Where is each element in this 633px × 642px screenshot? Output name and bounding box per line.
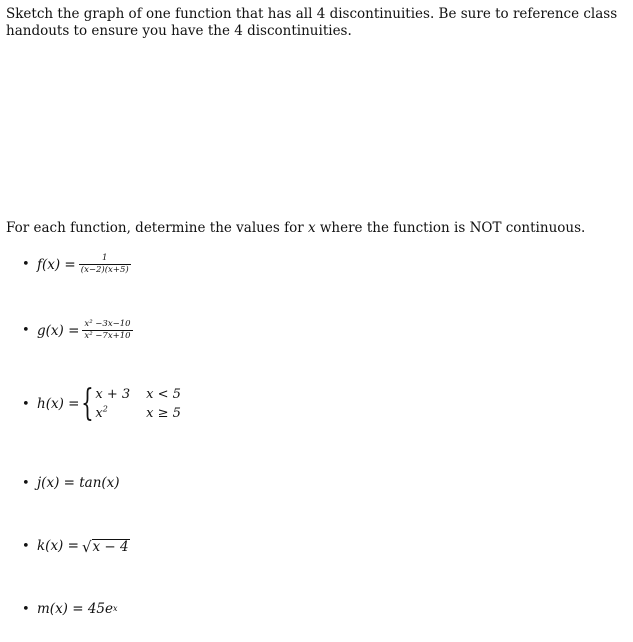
function-k-lhs: k(x) = bbox=[37, 538, 79, 554]
function-h-case1-cond: x < 5 bbox=[146, 387, 181, 402]
bullet: • bbox=[22, 601, 30, 617]
function-g-denominator: x² −7x+10 bbox=[84, 331, 131, 341]
bullet: • bbox=[22, 323, 30, 338]
function-g-numerator: x² −3x−10 bbox=[84, 319, 131, 329]
function-h-case2-expr bbox=[95, 406, 130, 421]
function-h-piecewise bbox=[81, 383, 181, 424]
function-m-item: • m(x) = 45e x bbox=[22, 601, 118, 617]
radical-sign: √ bbox=[81, 537, 92, 556]
function-h-lhs: h(x) = bbox=[37, 396, 80, 412]
function-g-fraction bbox=[82, 320, 132, 341]
function-j-expression: j(x) = tan(x) bbox=[37, 475, 120, 491]
function-h-brace: { bbox=[81, 383, 95, 424]
bullet: • bbox=[22, 257, 30, 272]
function-h-case2-cond: x ≥ 5 bbox=[146, 406, 181, 421]
function-g-lhs: g(x) = bbox=[37, 322, 80, 339]
function-f-numerator: 1 bbox=[102, 253, 108, 263]
function-g-item bbox=[22, 320, 133, 341]
function-k-sqrt bbox=[82, 539, 130, 554]
bullet: • bbox=[22, 538, 30, 554]
function-h-item bbox=[22, 383, 181, 424]
function-h-cases bbox=[95, 387, 181, 421]
prompt-text: Sketch the graph of one function that has all 4 discontinuities. Be sure to reference class handouts to ensure you have the 4 discontinuities. bbox=[6, 6, 618, 39]
function-f-denominator: (x−2)(x+5) bbox=[80, 265, 129, 275]
function-h-case1-expr: x + 3 bbox=[95, 387, 131, 402]
function-j-item bbox=[22, 475, 120, 491]
bullet: • bbox=[22, 475, 30, 491]
function-k-item bbox=[22, 538, 130, 554]
instruction-variable: x bbox=[307, 220, 316, 236]
function-h-case2-exp: 2 bbox=[102, 404, 108, 414]
function-m-lhs: m(x) = 45e bbox=[37, 601, 114, 617]
function-f-fraction bbox=[79, 254, 131, 275]
function-h-case2-base: x bbox=[95, 406, 103, 421]
instruction-lead: For each function, determine the values for bbox=[6, 220, 308, 236]
function-f-lhs: f(x) = bbox=[37, 256, 76, 273]
function-f-item bbox=[22, 254, 131, 275]
instruction-text bbox=[6, 220, 626, 237]
function-k-radicand: x − 4 bbox=[92, 538, 129, 555]
instruction-tail: where the function is NOT continuous. bbox=[315, 220, 586, 236]
bullet: • bbox=[22, 396, 30, 412]
